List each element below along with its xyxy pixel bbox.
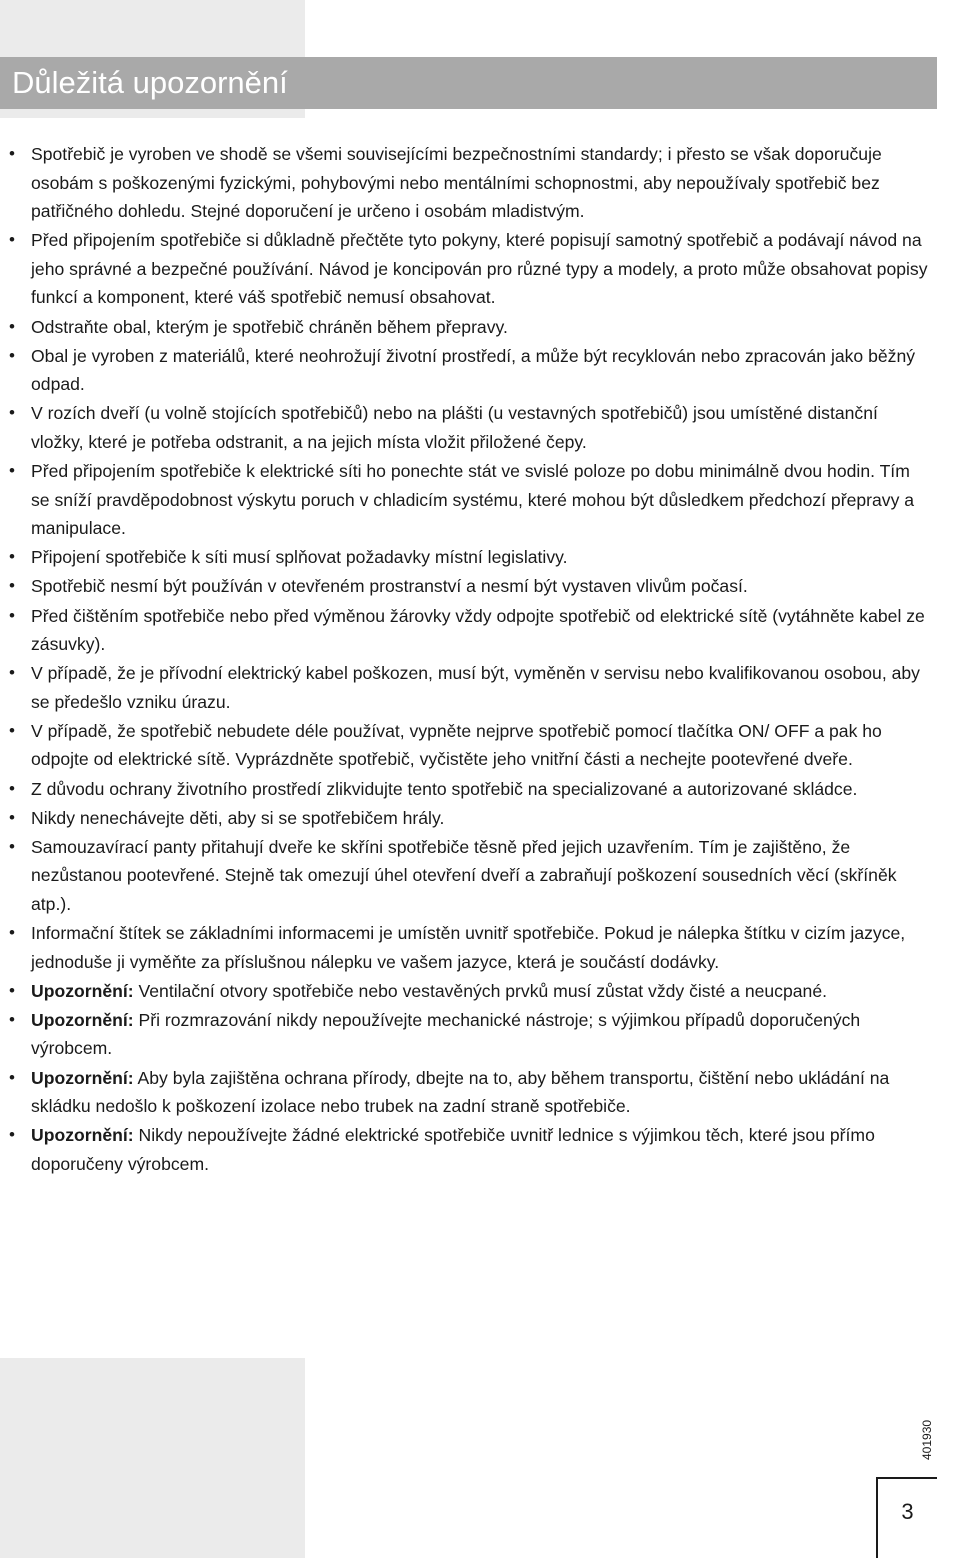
list-item xyxy=(0,1064,937,1121)
warning-label: Upozornění: xyxy=(31,1067,134,1088)
list-item-text: V případě, že je přívodní elektrický kabel poškozen, musí být, vyměněn v servisu nebo kvalifikovanou osobou, aby se předešlo vzniku úrazu. xyxy=(31,663,920,712)
bullet-glyph: • xyxy=(9,663,15,683)
list-item xyxy=(0,140,937,226)
bullet-glyph: • xyxy=(9,807,15,827)
list-item xyxy=(0,833,937,919)
list-item xyxy=(0,1121,937,1178)
document-code: 401930 xyxy=(920,1419,934,1460)
list-item-text: Obal je vyroben z materiálů, které neohrožují životní prostředí, a může být recyklován nebo zpracován jako běžný odpad. xyxy=(31,345,916,395)
page-title: Důležitá upozornění xyxy=(12,65,288,100)
bullet-glyph: • xyxy=(9,461,15,481)
list-item xyxy=(0,399,937,456)
bullet-glyph: • xyxy=(9,576,15,596)
list-item-text: Ventilační otvory spotřebiče nebo vestavěných prvků musí zůstat vždy čisté a neucpané. xyxy=(133,980,827,1001)
bullet-glyph: • xyxy=(9,230,15,250)
list-item xyxy=(0,226,937,312)
list-item xyxy=(0,342,937,399)
bullet-glyph: • xyxy=(9,547,15,567)
bullet-glyph: • xyxy=(9,1125,15,1145)
list-item-text: V rozích dveří (u volně stojících spotřebičů) nebo na plášti (u vestavných spotřebičů) jsou umístěné distanční vložky, které je potřeba odstranit, a na jejich místa vložit přiložené čepy. xyxy=(31,403,878,452)
list-item-text: Nikdy nenechávejte děti, aby si se spotřebičem hrály. xyxy=(31,807,445,828)
warning-label: Upozornění: xyxy=(31,1125,134,1146)
list-item-text: Před připojením spotřebiče k elektrické síti ho ponechte stát ve svislé poloze po dobu minimálně dvou hodin. Tím se sníží pravděpodobnost výskytu poruch v chladicím systému, které mohou být důsledkem předchozí přepravy a manipulace. xyxy=(31,461,915,539)
bullet-glyph: • xyxy=(9,980,15,1000)
list-item-text: Informační štítek se základními informacemi je umístěn uvnitř spotřebiče. Pokud je nálepka štítku v cizím jazyce, jednoduše ji vyměňte za příslušnou nálepku ve vašem jazyce, která je součástí dodávky. xyxy=(31,923,906,972)
list-item-text: Spotřebič nesmí být používán v otevřeném prostranství a nesmí být vystaven vlivům počasí. xyxy=(31,576,748,597)
list-item xyxy=(0,775,937,804)
list-item xyxy=(0,1006,937,1063)
bullet-glyph: • xyxy=(9,1009,15,1029)
bullet-glyph: • xyxy=(9,720,15,740)
page-number-box xyxy=(876,1477,937,1558)
bullet-glyph: • xyxy=(9,605,15,625)
list-item xyxy=(0,572,937,601)
warning-list xyxy=(0,140,937,1179)
list-item xyxy=(0,543,937,572)
list-item-text: Samouzavírací panty přitahují dveře ke skříni spotřebiče těsně před jejich uzavřením. Tím je zajištěno, že nezůstanou pootevřené. Stejně tak omezují úhel otevření dveří a zabraňují poškození sousedních věcí (skříněk atp.). xyxy=(31,836,897,914)
list-item-text: Aby byla zajištěna ochrana přírody, dbejte na to, aby během transportu, čištění nebo ukládání na skládku nedošlo k poškození izolace nebo trubek na zadní straně spotřebiče. xyxy=(31,1067,890,1117)
bullet-glyph: • xyxy=(9,836,15,856)
list-item xyxy=(0,977,937,1006)
bullet-glyph: • xyxy=(9,1067,15,1087)
bullet-glyph: • xyxy=(9,316,15,336)
warning-label: Upozornění: xyxy=(31,980,134,1001)
bullet-glyph: • xyxy=(9,778,15,798)
list-item xyxy=(0,804,937,833)
list-item xyxy=(0,717,937,774)
warning-label: Upozornění: xyxy=(31,1009,134,1030)
bullet-glyph: • xyxy=(9,345,15,365)
list-item-text: Před připojením spotřebiče si důkladně přečtěte tyto pokyny, které popisují samotný spotřebič a podávají návod na jeho správné a bezpečné používání. Návod je koncipován pro různé typy a modely, a proto může obsahovat popisy funkcí a komponent, které váš spotřebič nemusí obsahovat. xyxy=(31,230,928,308)
list-item-text: V případě, že spotřebič nebudete déle používat, vypněte nejprve spotřebič pomocí tlačítka ON/ OFF a pak ho odpojte od elektrické sítě. Vyprázdněte spotřebič, vyčistěte jeho vnitřní části a nechejte pootevřené dveře. xyxy=(31,720,882,770)
title-bar xyxy=(0,57,937,109)
list-item xyxy=(0,919,937,976)
list-item xyxy=(0,602,937,659)
list-item-text: Odstraňte obal, kterým je spotřebič chráněn během přepravy. xyxy=(31,316,508,337)
list-item xyxy=(0,313,937,342)
list-item-text: Nikdy nepoužívejte žádné elektrické spotřebiče uvnitř lednice s výjimkou těch, které jsou přímo doporučeny výrobcem. xyxy=(31,1125,875,1174)
list-item-text: Z důvodu ochrany životního prostředí zlikvidujte tento spotřebič na specializované a autorizované skládce. xyxy=(31,778,858,799)
bullet-glyph: • xyxy=(9,403,15,423)
list-item-text: Spotřebič je vyroben ve shodě se všemi souvisejícími bezpečnostními standardy; i přesto se však doporučuje osobám s poškozenými fyzickými, pohybovými nebo mentálními schopnostmi, aby nepoužívaly spotřebič bez patřičného dohledu. Stejné doporučení je určeno i osobám mladistvým. xyxy=(31,144,882,222)
list-item-text: Při rozmrazování nikdy nepoužívejte mechanické nástroje; s výjimkou případů doporučených výrobcem. xyxy=(31,1009,861,1059)
page-number: 3 xyxy=(901,1499,914,1524)
list-item-text: Připojení spotřebiče k síti musí splňovat požadavky místní legislativy. xyxy=(31,547,568,568)
list-item-text: Před čištěním spotřebiče nebo před výměnou žárovky vždy odpojte spotřebič od elektrické sítě (vytáhněte kabel ze zásuvky). xyxy=(31,605,925,655)
bullet-glyph: • xyxy=(9,923,15,943)
list-item xyxy=(0,659,937,716)
list-item xyxy=(0,457,937,543)
bullet-glyph: • xyxy=(9,144,15,163)
